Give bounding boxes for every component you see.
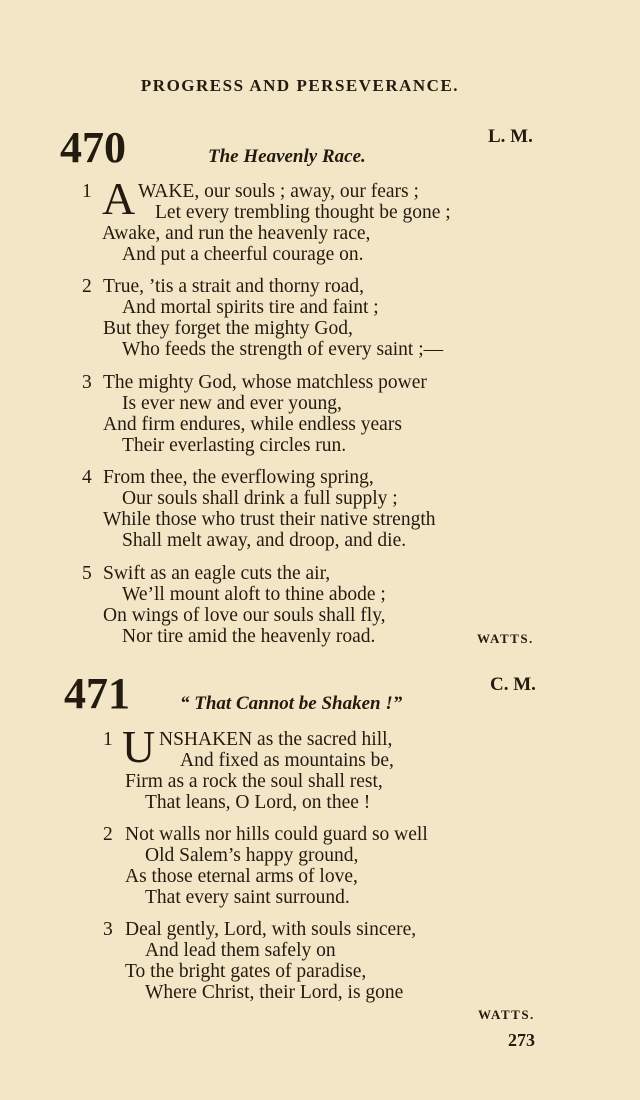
verse-line: Shall melt away, and droop, and die. bbox=[122, 530, 407, 551]
verse-line: WAKE, our souls ; away, our fears ; bbox=[138, 181, 419, 202]
verse-line: Let every trembling thought be gone ; bbox=[155, 202, 451, 223]
verse-line: That leans, O Lord, on thee ! bbox=[145, 792, 371, 813]
verse-line: NSHAKEN as the sacred hill, bbox=[159, 729, 393, 750]
verse-line: Where Christ, their Lord, is gone bbox=[145, 982, 404, 1003]
verse-number: 4 bbox=[82, 467, 92, 488]
hymn-meter: L. M. bbox=[488, 126, 533, 147]
verse-line: We’ll mount aloft to thine abode ; bbox=[122, 584, 386, 605]
verse-line: Nor tire amid the heavenly road. bbox=[122, 626, 376, 647]
verse-line: That every saint surround. bbox=[145, 887, 350, 908]
verse-number: 2 bbox=[82, 276, 92, 297]
hymn-number: 471 bbox=[64, 669, 130, 718]
verse-number: 1 bbox=[82, 181, 92, 202]
hymn-number: 470 bbox=[60, 123, 126, 172]
page-number: 273 bbox=[508, 1030, 535, 1050]
hymn-title: The Heavenly Race. bbox=[208, 146, 366, 167]
verse-line: Is ever new and ever young, bbox=[122, 393, 342, 414]
verse-line: And fixed as mountains be, bbox=[180, 750, 394, 771]
verse-line: To the bright gates of paradise, bbox=[125, 961, 367, 982]
verse-line: True, ’tis a strait and thorny road, bbox=[103, 276, 365, 297]
drop-cap: U bbox=[122, 721, 156, 772]
verse-line: From thee, the everflowing spring, bbox=[103, 467, 374, 488]
verse-line: As those eternal arms of love, bbox=[125, 866, 358, 887]
verse-line: On wings of love our souls shall fly, bbox=[103, 605, 386, 626]
verse-line: And firm endures, while endless years bbox=[103, 414, 402, 435]
drop-cap: A bbox=[102, 173, 136, 224]
verse-line: Not walls nor hills could guard so well bbox=[125, 824, 428, 845]
verse-number: 1 bbox=[103, 729, 113, 750]
verse-number: 2 bbox=[103, 824, 113, 845]
verse-line: Who feeds the strength of every saint ;— bbox=[122, 339, 444, 360]
verse-line: Firm as a rock the soul shall rest, bbox=[125, 771, 383, 792]
hymn-meter: C. M. bbox=[490, 674, 536, 695]
verse-number: 5 bbox=[82, 563, 92, 584]
verse-number: 3 bbox=[103, 919, 113, 940]
verse-line: Awake, and run the heavenly race, bbox=[102, 223, 371, 244]
verse-line: Deal gently, Lord, with souls sincere, bbox=[125, 919, 417, 940]
verse-line: Our souls shall drink a full supply ; bbox=[122, 488, 398, 509]
verse-line: The mighty God, whose matchless power bbox=[103, 372, 427, 393]
verse-line: While those who trust their native strength bbox=[103, 509, 436, 530]
hymn-author: WATTS. bbox=[477, 631, 534, 646]
hymn-author: WATTS. bbox=[478, 1007, 535, 1022]
hymn-title: “ That Cannot be Shaken !” bbox=[180, 693, 403, 714]
verse-line: Swift as an eagle cuts the air, bbox=[103, 563, 331, 584]
verse-line: And put a cheerful courage on. bbox=[122, 244, 364, 265]
verse-number: 3 bbox=[82, 372, 92, 393]
verse-line: And mortal spirits tire and faint ; bbox=[122, 297, 379, 318]
page-header: PROGRESS AND PERSEVERANCE. bbox=[140, 76, 460, 95]
verse-line: But they forget the mighty God, bbox=[103, 318, 353, 339]
verse-line: And lead them safely on bbox=[145, 940, 336, 961]
verse-line: Old Salem’s happy ground, bbox=[145, 845, 359, 866]
verse-line: Their everlasting circles run. bbox=[122, 435, 347, 456]
